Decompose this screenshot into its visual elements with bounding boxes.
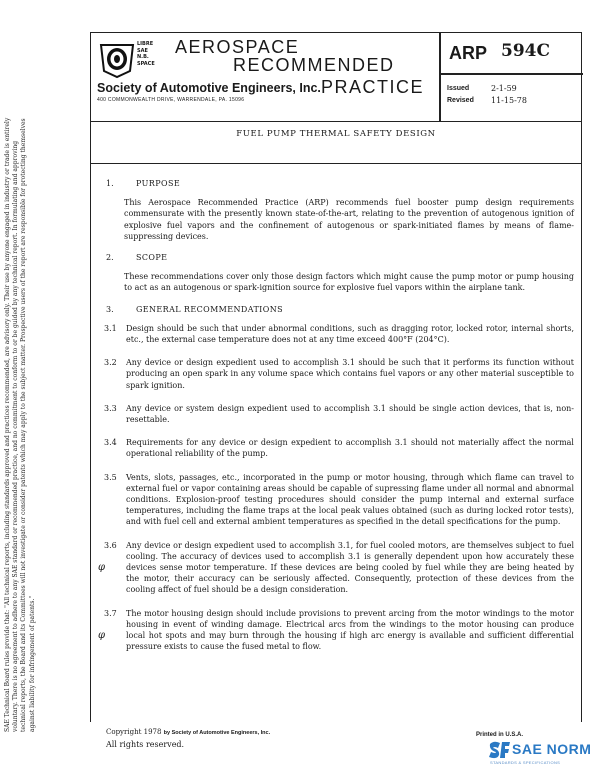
item-text: Any device or design expedient used to accomplish 3.1 should be such that it performs its function without producing an open spark in any volume space which contains fuel vapors or any other material susceptible to spark ignition. <box>126 358 574 390</box>
recommendation-item <box>104 437 574 459</box>
section-heading-scope <box>104 252 574 263</box>
section-title: PURPOSE <box>136 179 181 188</box>
society-name: Society of Automotive Engineers, Inc. <box>97 81 321 95</box>
society-address: 400 COMMONWEALTH DRIVE, WARRENDALE, PA. 15096 <box>97 97 245 103</box>
recommendation-item <box>98 540 574 596</box>
item-number: 3.1 <box>104 323 117 333</box>
revised-label: Revised <box>447 97 474 104</box>
item-number: 3.4 <box>104 438 117 448</box>
issued-label: Issued <box>447 85 470 92</box>
recommendation-item <box>104 403 574 425</box>
doc-number: 594C <box>501 41 551 61</box>
section-paragraph: These recommendations cover only those design factors which might cause the pump motor or pump housing to act as an autogenous or spark-ignition source for explosive fuel vapors within the airplane tank. <box>124 272 574 293</box>
section-title: GENERAL RECOMMENDATIONS <box>136 304 283 314</box>
revision-mark: φ <box>98 561 106 573</box>
item-text: Vents, slots, passages, etc., incorporated in the pump or motor housing, through which flame can travel to external fuel or vapor containing areas should be capable of supressing flame under all normal and abnormal conditions. Explosion-proof testing procedures should consider the pump internal and external surface temperatures, including the flame traps at the local peak values obtained (such as during locked rotor tests), and with fuel cell and external ambient temperatures as specified in the detail specifications for the pump. <box>126 472 574 527</box>
sae-logo-icon <box>97 39 137 79</box>
section-title: SCOPE <box>136 253 168 263</box>
watermark-logo-icon <box>488 740 512 760</box>
printed-in: Printed in U.S.A. <box>476 732 524 738</box>
document-dates <box>447 83 577 107</box>
document-header <box>90 32 582 122</box>
watermark-subtext: STANDARDS & SPECIFICATIONS <box>490 760 561 765</box>
copyright-owner: by Society of Automotive Engineers, Inc. <box>163 730 271 736</box>
section-number: 2. <box>106 253 114 263</box>
section-paragraph: This Aerospace Recommended Practice (ARP) recommends fuel booster pump design requirements commensurate with the presently known state-of-the-art, relating to the prevention of autogenous ignition of explosive fuel vapors and the confinement of autogenous or spark-initiated flames by means of flame-suppressing devices. <box>124 198 574 241</box>
recommendation-item <box>98 608 574 653</box>
section-number: 1. <box>106 179 114 188</box>
logo-caption-line: LIBRE <box>137 41 154 47</box>
revised-date: 11-15-78 <box>491 96 527 105</box>
section-heading-general <box>104 304 574 315</box>
header-divider <box>439 73 583 75</box>
revised-row <box>447 95 577 107</box>
recommendation-item <box>104 472 574 528</box>
logo-caption <box>137 41 159 67</box>
side-disclaimer: SAE Technical Board rules provide that: "All technical reports, including standards approved and practices recommended, are advisory only. Their use by anyone engaged in industry or trade is entirely voluntary. There is no agreement to adhere to any SAE standard or recommended practice, and no commitment to conform to or be guided by any technical report. In formulating and approving technical reports, the Board and its Committees will not investigate or consider patents which may apply to the subject matter. Prospective users of the report are responsible for protecting themselves against liability for infringement of patents." <box>4 117 36 732</box>
revision-mark: φ <box>98 629 106 641</box>
header-divider <box>439 33 441 121</box>
document-title: FUEL PUMP THERMAL SAFETY DESIGN <box>90 122 582 164</box>
logo-caption-line: SAE <box>137 47 148 54</box>
item-text: Requirements for any device or design expedient to accomplish 3.1 should not materially affect the normal operational reliability of the pump. <box>126 438 574 459</box>
item-text: Any device or system design expedient used to accomplish 3.1 should be single action devices, that is, non-resettable. <box>126 403 574 425</box>
rights-reserved: All rights reserved. <box>106 740 185 749</box>
section-number: 3. <box>106 304 114 314</box>
item-text: Design should be such that under abnormal conditions, such as dragging rotor, locked rotor, internal shorts, etc., the external case temperature does not at any time exceed 400°F (204°C). <box>126 323 574 345</box>
title-line-3: PRACTICE <box>321 77 425 97</box>
item-number: 3.2 <box>104 358 117 368</box>
issued-row <box>447 83 577 95</box>
logo-caption-line: N.B. <box>137 54 149 60</box>
recommendation-item <box>104 323 574 345</box>
item-number: 3.5 <box>104 472 117 482</box>
item-number: 3.6 <box>104 540 117 550</box>
item-number: 3.3 <box>104 403 117 413</box>
doc-type: ARP <box>449 43 488 63</box>
recommendation-item <box>104 357 574 391</box>
issued-date: 2-1-59 <box>491 84 517 93</box>
item-text: The motor housing design should include provisions to prevent arcing from the motor windings to the motor housing in event of winding damage. Electrical arcs from the windings to the motor housing can produce local hot spots and may burn through the housing if high arc energy is available and sufficient differential pressure exists to cause the fused metal to flow. <box>126 608 574 652</box>
item-number: 3.7 <box>104 608 117 618</box>
document-body <box>98 178 574 665</box>
watermark-text: SAE NORM <box>512 741 592 757</box>
title-line-2: RECOMMENDED <box>233 55 395 75</box>
copyright-year: Copyright 1978 <box>106 728 162 736</box>
section-heading-purpose <box>104 178 574 189</box>
item-text: Any device or design expedient used to accomplish 3.1, for fuel cooled motors, are themselves subject to fuel cooling. The accuracy of devices used to accomplish 3.1 is generally dependent upon how accurately these devices sense motor temperature. If these devices are being cooled by fuel while they are being heated by the motor, their accuracy can be seriously affected. Consequently, protection of these devices from the cooling affect of fuel should be a design consideration. <box>126 540 574 595</box>
title-line-1: AEROSPACE <box>175 37 300 57</box>
watermark <box>486 740 598 770</box>
copyright-line <box>106 728 270 736</box>
logo-caption-line: SPACE <box>137 60 155 67</box>
